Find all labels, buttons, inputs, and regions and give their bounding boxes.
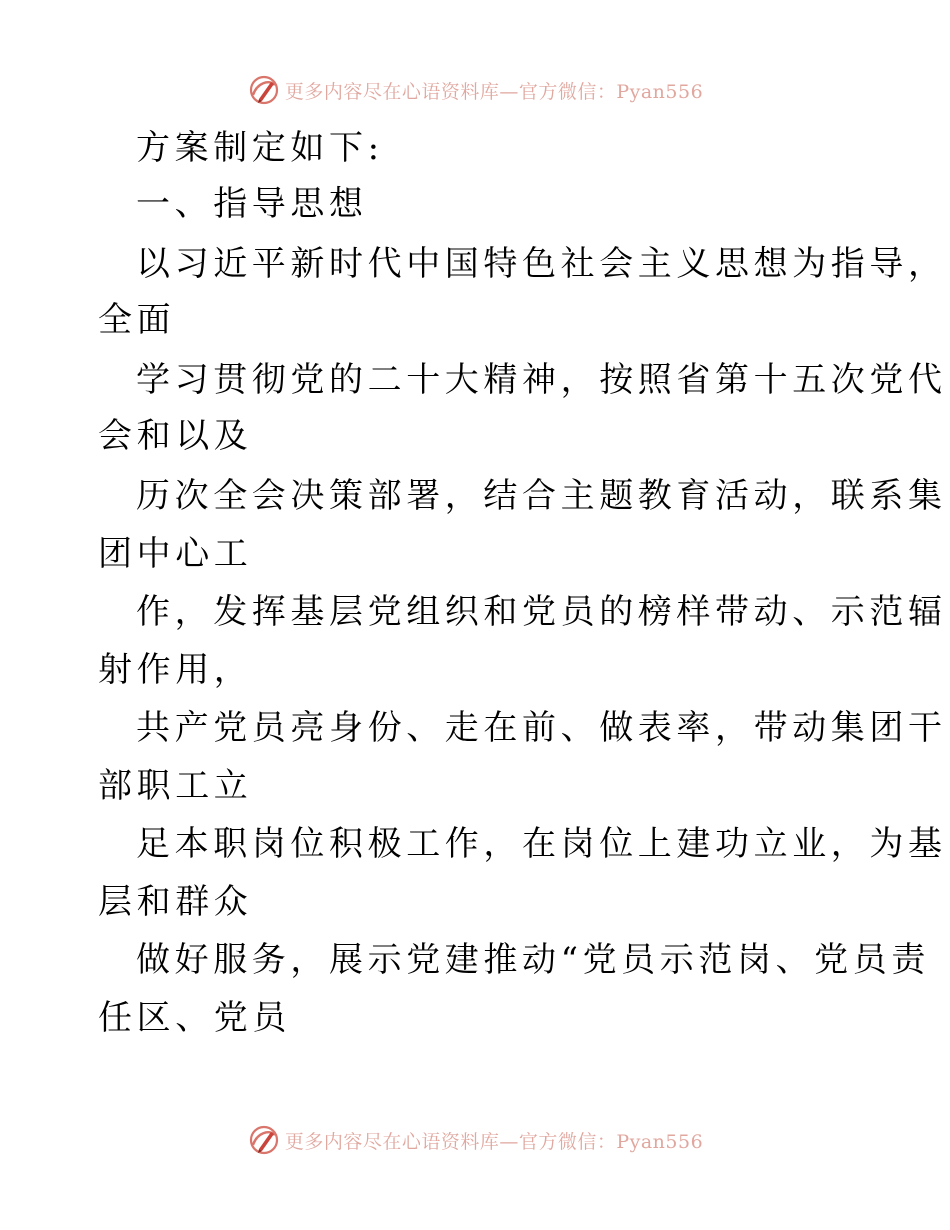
body-line: 射作用，: [98, 650, 253, 690]
body-line: 做好服务，展示党建推动“党员示范岗、党员责: [136, 940, 930, 980]
body-line: 以习近平新时代中国特色社会主义思想为指导，: [136, 244, 947, 284]
body-line: 作，发挥基层党组织和党员的榜样带动、示范辐: [136, 592, 947, 632]
body-line: 足本职岗位积极工作，在岗位上建功立业，为基: [136, 824, 947, 864]
body-line: 会和以及: [98, 416, 253, 456]
body-line: 共产党员亮身份、走在前、做表率，带动集团干: [136, 708, 947, 748]
body-line: 部职工立: [98, 766, 253, 806]
body-line: 方案制定如下:: [136, 128, 384, 168]
section-heading: 一、指导思想: [136, 184, 368, 224]
header-watermark: [0, 70, 950, 110]
body-line: 全面: [98, 300, 176, 340]
watermark-text: 更多内容尽在心语资料库—官方微信：Pyan556: [284, 80, 704, 103]
body-line: 团中心工: [98, 534, 253, 574]
body-line: 学习贯彻党的二十大精神，按照省第十五次党代: [136, 360, 947, 400]
pen-swirl-logo-icon: [247, 1123, 281, 1157]
body-line: 历次全会决策部署，结合主题教育活动，联系集: [136, 476, 947, 516]
watermark-text: 更多内容尽在心语资料库—官方微信：Pyan556: [284, 1130, 704, 1153]
pen-swirl-logo-icon: [247, 73, 281, 107]
body-line: 任区、党员: [98, 998, 291, 1038]
body-line: 层和群众: [98, 882, 253, 922]
footer-watermark: [0, 1120, 950, 1160]
